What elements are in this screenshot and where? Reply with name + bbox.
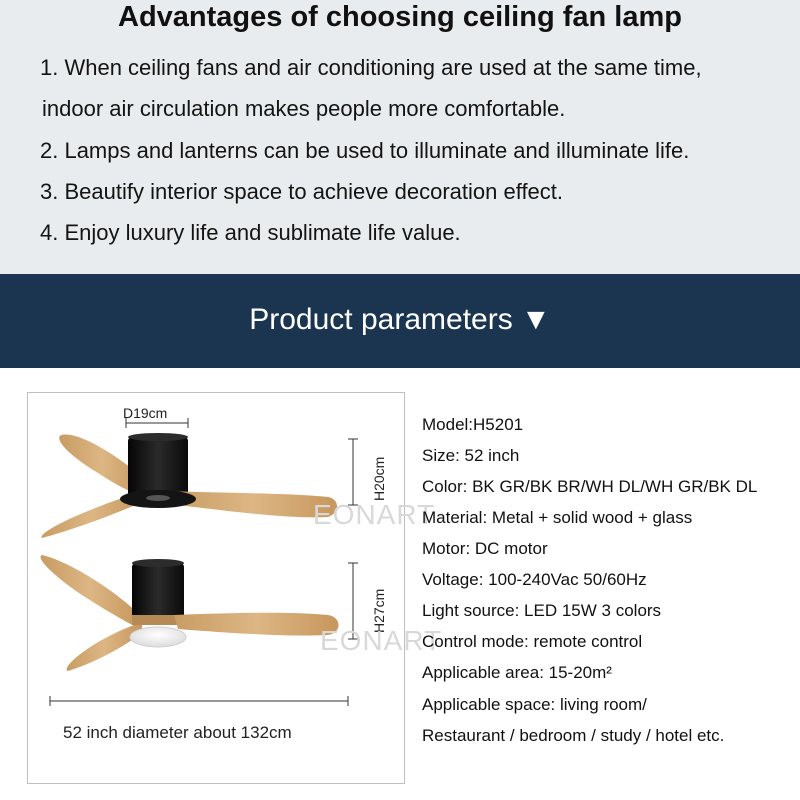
advantage-line-1-cont: indoor air circulation makes people more comfortable. [42,96,566,121]
product-parameters-header [0,274,800,368]
advantages-section [0,0,800,274]
advantage-line-1: 1. When ceiling fans and air conditioning are used at the same time, [40,55,702,80]
fan-bottom-body [132,563,184,619]
param-applicable-space-cont: Restaurant / bedroom / study / hotel etc. [422,726,725,745]
watermark-top: EONART [313,499,436,530]
height-bottom-label: H27cm [371,588,387,633]
diameter-top-label: D19cm [123,405,168,421]
fan-top-body [128,437,188,499]
param-control-mode: Control mode: remote control [422,632,643,651]
fan-top-blade-right [168,491,337,517]
param-light-source: Light source: LED 15W 3 colors [422,601,662,620]
fan-diagram-panel [27,392,443,784]
fan-bottom [40,555,338,671]
advantage-line-2: 2. Lamps and lanterns can be used to illuminate and illuminate life. [40,138,690,163]
fan-bottom-led-light [130,627,186,647]
height-top-label: H20cm [371,456,387,501]
diameter-note: 52 inch diameter about 132cm [63,723,292,742]
param-applicable-area: Applicable area: 15-20m² [422,663,612,682]
height-top-dimension [348,439,358,505]
watermark-bottom: EONART [320,625,443,656]
param-voltage: Voltage: 100-240Vac 50/60Hz [422,570,647,589]
param-color: Color: BK GR/BK BR/WH DL/WH GR/BK DL [422,477,758,496]
product-parameters-title: Product parameters ▼ [249,303,551,336]
param-applicable-space: Applicable space: living room/ [422,695,647,714]
fan-bottom-blade-bottom [67,623,142,671]
param-material: Material: Metal + solid wood + glass [422,508,693,527]
fan-top [41,433,337,538]
param-model: Model:H5201 [422,415,524,434]
param-motor: Motor: DC motor [422,539,548,558]
param-size: Size: 52 inch [422,446,520,465]
fan-bottom-blade-left [40,555,140,629]
advantage-line-4: 4. Enjoy luxury life and sublimate life value. [40,220,461,245]
diameter-dimension-line [50,696,348,706]
advantages-title: Advantages of choosing ceiling fan lamp [118,1,682,33]
fan-bottom-blade-right [174,613,339,636]
advantage-line-3: 3. Beautify interior space to achieve decoration effect. [40,179,564,204]
